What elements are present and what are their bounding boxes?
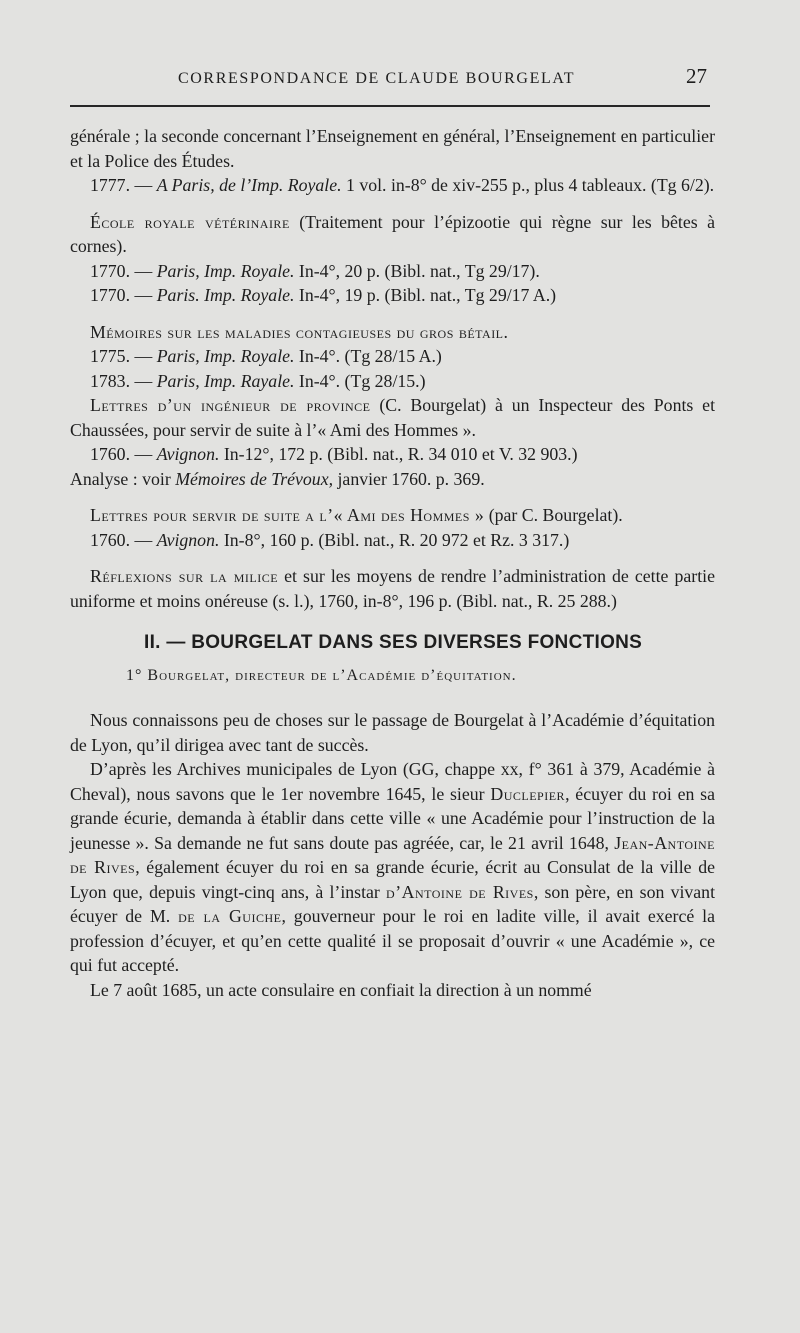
page-number: 27: [686, 64, 707, 88]
edition-1775: 1775. — Paris, Imp. Royale. In-4°. (Tg 28/15 A.): [90, 346, 442, 366]
entry-ecole-veterinaire: École royale vétérinaire (Traitement pour l’épizootie qui règne sur les bêtes à cornes).: [70, 211, 715, 256]
narrative-paragraph: Nous connaissons peu de choses sur le passage de Bourgelat à l’Académie d’équitation de Lyon, qu’il dirigea avec tant de succès.: [70, 710, 715, 755]
entry-title: Réflexions sur la milice: [90, 566, 279, 586]
entry-lettres-ingenieur: Lettres d’un ingénieur de province (C. Bourgelat) à un Inspecteur des Ponts et Chaussées, pour servir de suite à l’« Ami des Hommes ».: [70, 395, 716, 440]
entry-title: École royale vétérinaire: [90, 211, 290, 232]
analyse-note: Analyse : voir Mémoires de Trévoux, janvier 1760. p. 369.: [70, 468, 485, 489]
entry-title: Lettres pour servir de suite a l’« Ami des Hommes »: [90, 505, 485, 525]
section-subheading: 1° Bourgelat, directeur de l’Académie d’équitation.: [126, 666, 517, 684]
header-rule: [70, 105, 710, 107]
edition-1783: 1783. — Paris, Imp. Rayale. In-4°. (Tg 28/15.): [90, 370, 426, 391]
narrative-paragraph: Le 7 août 1685, un acte consulaire en confiait la direction à un nommé: [90, 979, 592, 1000]
entry-memoires: [70, 320, 715, 345]
edition-1770-a: 1770. — Paris, Imp. Royale. In-4°, 20 p. (Bibl. nat., Tg 29/17).: [90, 260, 540, 281]
edition-1770-b: 1770. — Paris. Imp. Royale. In-4°, 19 p. (Bibl. nat., Tg 29/17 A.): [90, 285, 557, 305]
entry-title: Mémoires sur les maladies contagieuses du gros bétail.: [90, 321, 509, 342]
section-heading: II. — BOURGELAT DANS SES DIVERSES FONCTIONS: [144, 632, 643, 653]
body-text: [70, 124, 715, 1002]
page-header: [0, 64, 800, 94]
entry-reflexions: Réflexions sur la milice et sur les moyens de rendre l’administration de cette partie uniforme et moins onéreuse (s. l.), 1760, in-8°, 196 p. (Bibl. nat., R. 25 288.): [70, 566, 715, 611]
edition-1777: 1777. — A Paris, de l’Imp. Royale. 1 vol. in-8° de xiv-255 p., plus 4 tableaux. (Tg 6/2).: [90, 175, 715, 195]
edition-1760-b: 1760. — Avignon. In-8°, 160 p. (Bibl. nat., R. 20 972 et Rz. 3 317.): [90, 529, 570, 550]
running-title: CORRESPONDANCE DE CLAUDE BOURGELAT: [178, 70, 576, 87]
entry-lettres-suite: Lettres pour servir de suite a l’« Ami des Hommes » (par C. Bourgelat).: [90, 505, 623, 525]
edition-1760-a: 1760. — Avignon. In-12°, 172 p. (Bibl. nat., R. 34 010 et V. 32 903.): [90, 444, 578, 464]
narrative-paragraph: D’après les Archives municipales de Lyon (GG, chappe xx, f° 361 à 379, Académie à Cheval), nous savons que le 1er novembre 1645, le sieur Duclepier, écuyer du roi en sa grande écurie, demanda à établir dans cette ville « une Académie pour l’instruction de la jeunesse ». Sa demande ne fut sans doute pas agréée, car, le 21 avril 1648, Jean-Antoine de Rives, également écuyer du roi en sa grande écurie, écrit au Consulat de la ville de Lyon que, depuis vingt-cinq ans, à l’instar d’Antoine de Rives, son père, en son vivant écuyer de M. de la Guiche, gouverneur pour le roi en ladite ville, il avait exercé la profession d’écuyer, et qu’en cette qualité il se proposait d’ouvrir « une Académie », ce qui fut accepté.: [70, 759, 716, 975]
entry-title: Lettres d’un ingénieur de province: [90, 395, 371, 415]
paragraph-continuation: générale ; la seconde concernant l’Enseignement en général, l’Enseignement en particulier et la Police des Études.: [70, 126, 715, 171]
